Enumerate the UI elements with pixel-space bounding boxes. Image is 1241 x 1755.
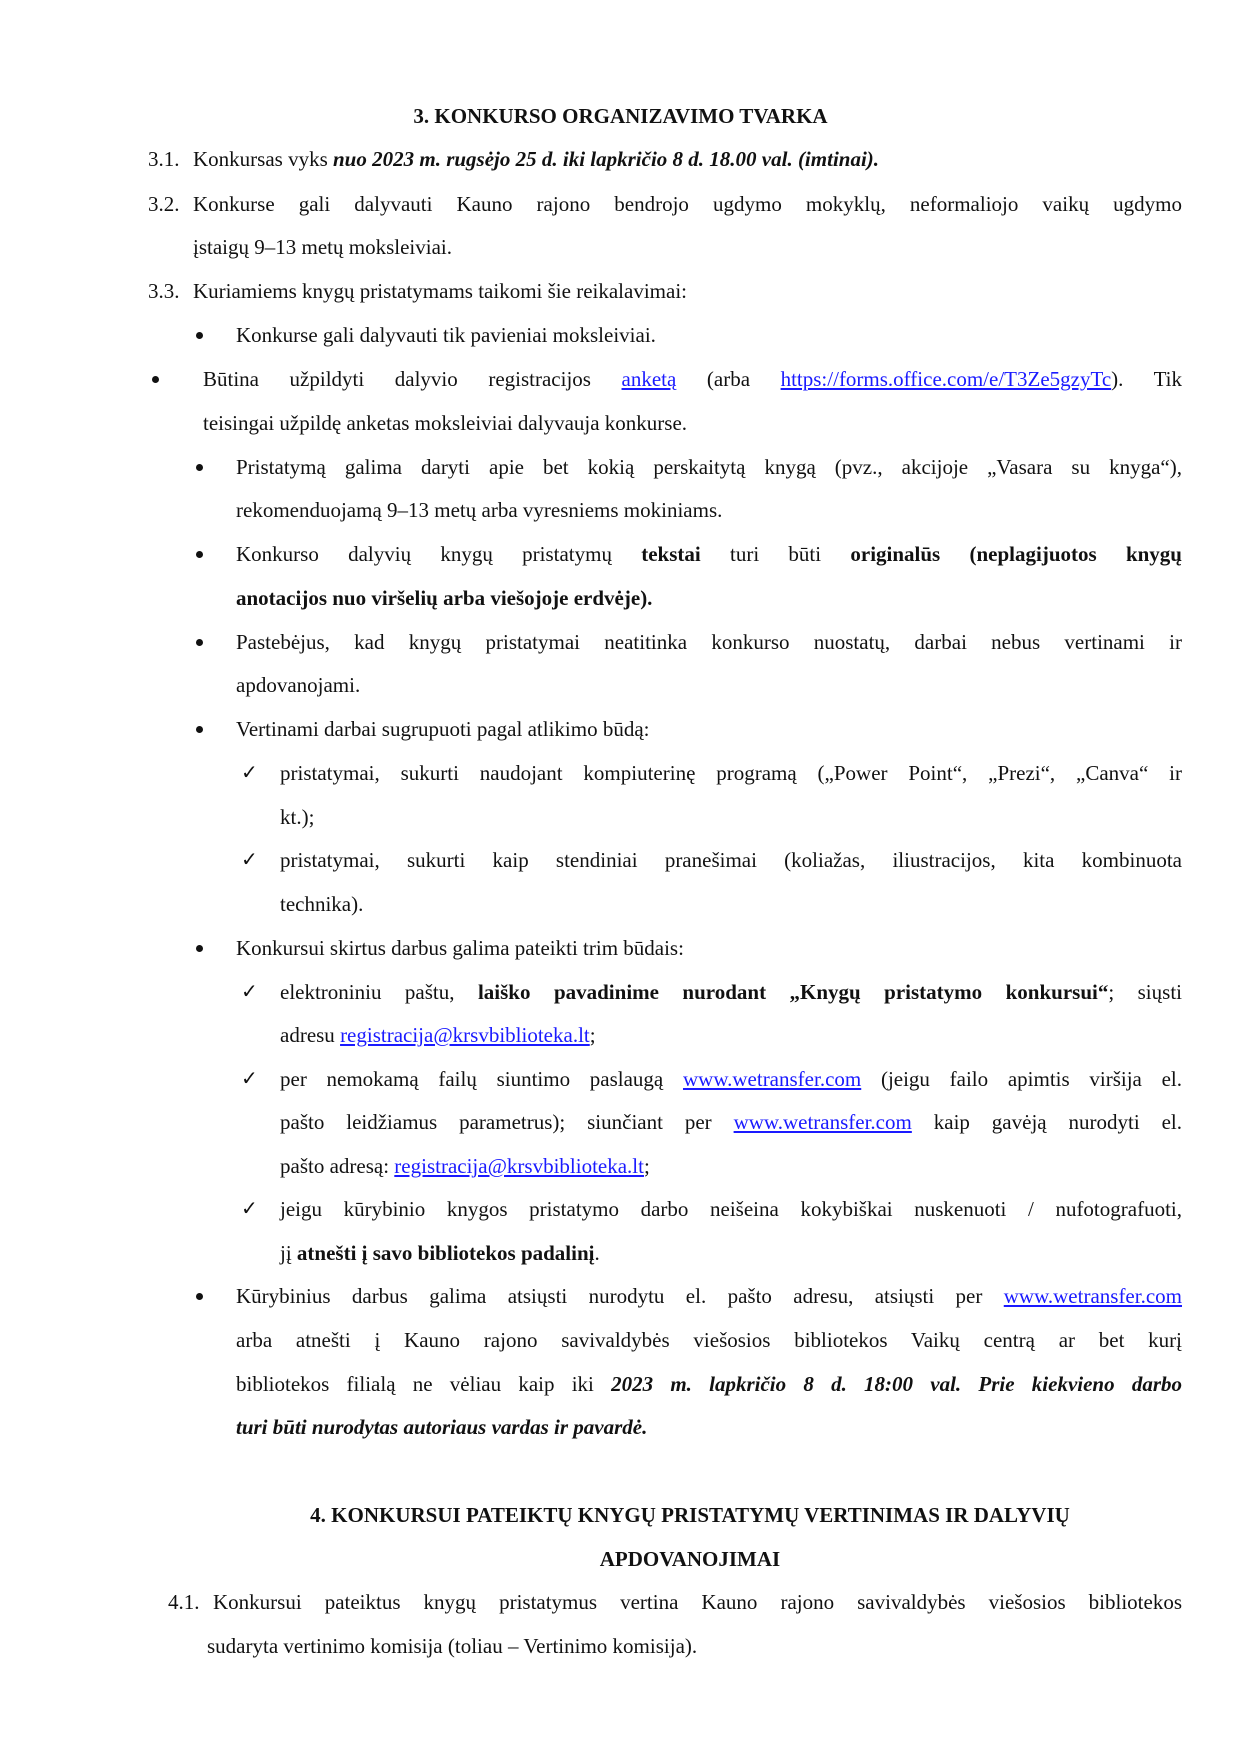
wetransfer-link[interactable]: www.wetransfer.com <box>733 1110 912 1134</box>
bullet-7: Konkursui skirtus darbus galima pateikti trim būdais: <box>236 936 684 960</box>
checkmark-icon: ✓ <box>241 979 258 1003</box>
check-2-line1: pristatymai, sukurti kaip stendiniai pranešimai (koliažas, iliustracijos, kita kombinuota <box>280 848 1182 872</box>
bullet-2-line2: teisingai užpildę anketas moksleiviai dalyvauja konkurse. <box>203 411 688 435</box>
bullet-icon <box>196 639 203 646</box>
bullet-icon <box>152 376 159 383</box>
check-1-line2: kt.); <box>280 805 315 829</box>
bullet-1: Konkurse gali dalyvauti tik pavieniai moksleiviai. <box>236 323 656 347</box>
check-5-line1: jeigu kūrybinio knygos pristatymo darbo neišeina kokybiškai nuskenuoti / nufotografuoti, <box>280 1197 1182 1221</box>
checkmark-icon: ✓ <box>241 760 258 784</box>
check-4-line2: pašto leidžiamus parametrus); siunčiant per www.wetransfer.com kaip gavėją nurodyti el. <box>280 1110 1182 1134</box>
check-1-line1: pristatymai, sukurti naudojant kompiuterinę programą („Power Point“, „Prezi“, „Canva“ ir <box>280 761 1182 785</box>
bullet-icon <box>196 332 203 339</box>
registration-form-link[interactable]: anketą <box>621 367 677 391</box>
section-3-heading: 3. KONKURSO ORGANIZAVIMO TVARKA <box>413 104 828 128</box>
checkmark-icon: ✓ <box>241 1066 258 1090</box>
check-5-line2: jį atnešti į savo bibliotekos padalinį. <box>280 1241 600 1265</box>
section-4-heading-line2: APDOVANOJIMAI <box>599 1547 781 1571</box>
bullet-5-line2: apdovanojami. <box>236 673 361 697</box>
item-4-1-line1: Konkursui pateiktus knygų pristatymus vertina Kauno rajono savivaldybės viešosios bibliotekos <box>213 1590 1182 1614</box>
bullet-icon <box>196 945 203 952</box>
email-link[interactable]: registracija@krsvbiblioteka.lt <box>394 1154 644 1178</box>
checkmark-icon: ✓ <box>241 847 258 871</box>
item-3-1: Konkursas vyks nuo 2023 m. rugsėjo 25 d. iki lapkričio 8 d. 18.00 val. (imtinai). <box>193 147 880 171</box>
bullet-8-line4: turi būti nurodytas autoriaus vardas ir pavardė. <box>236 1415 648 1439</box>
bullet-4-line1: Konkurso dalyvių knygų pristatymų tekstai turi būti originalūs (neplagijuotos knygų <box>236 542 1182 566</box>
bullet-8-line3: bibliotekos filialą ne vėliau kaip iki 2023 m. lapkričio 8 d. 18:00 val. Prie kiekvieno darbo <box>236 1372 1182 1396</box>
bullet-8-line1: Kūrybinius darbus galima atsiųsti nurodytu el. pašto adresu, atsiųsti per www.wetransfer.com <box>236 1284 1182 1308</box>
item-3-3-number: 3.3. <box>148 279 180 303</box>
bullet-icon <box>196 551 203 558</box>
item-4-1-number: 4.1. <box>168 1590 200 1614</box>
item-3-3: Kuriamiems knygų pristatymams taikomi šie reikalavimai: <box>193 279 687 303</box>
check-3-line1: elektroniniu paštu, laiško pavadinime nurodant „Knygų pristatymo konkursui“; siųsti <box>280 980 1182 1004</box>
check-4-line3: pašto adresą: registracija@krsvbiblioteka.lt; <box>280 1154 650 1178</box>
bullet-8-line2: arba atnešti į Kauno rajono savivaldybės viešosios bibliotekos Vaikų centrą ar bet kurį <box>236 1328 1182 1352</box>
item-3-2-line1: Konkurse gali dalyvauti Kauno rajono bendrojo ugdymo mokyklų, neformaliojo vaikų ugdymo <box>193 192 1182 216</box>
bullet-icon <box>196 1293 203 1300</box>
check-4-line1: per nemokamą failų siuntimo paslaugą www.wetransfer.com (jeigu failo apimtis viršija el. <box>280 1067 1182 1091</box>
bullet-5-line1: Pastebėjus, kad knygų pristatymai neatitinka konkurso nuostatų, darbai nebus vertinami ir <box>236 630 1182 654</box>
item-3-2-line2: įstaigų 9–13 metų moksleiviai. <box>193 235 452 259</box>
bullet-2-line1: Būtina užpildyti dalyvio registracijos anketą (arba https://forms.office.com/e/T3Ze5gzyTc). Tik <box>203 367 1182 391</box>
check-2-line2: technika). <box>280 892 364 916</box>
item-3-1-number: 3.1. <box>148 147 180 171</box>
section-4-heading: 4. KONKURSUI PATEIKTŲ KNYGŲ PRISTATYMŲ VERTINIMAS IR DALYVIŲ <box>310 1503 1070 1527</box>
item-3-2-number: 3.2. <box>148 192 180 216</box>
bullet-icon <box>196 464 203 471</box>
wetransfer-link[interactable]: www.wetransfer.com <box>682 1067 862 1091</box>
bullet-6: Vertinami darbai sugrupuoti pagal atlikimo būdą: <box>236 717 650 741</box>
checkmark-icon: ✓ <box>241 1196 258 1220</box>
bullet-3-line1: Pristatymą galima daryti apie bet kokią perskaitytą knygą (pvz., akcijoje „Vasara su knyga“), <box>236 455 1182 479</box>
bullet-3-line2: rekomenduojamą 9–13 metų arba vyresniems mokiniams. <box>236 498 723 522</box>
bullet-4-line2: anotacijos nuo viršelių arba viešojoje erdvėje). <box>236 586 653 610</box>
bullet-icon <box>196 726 203 733</box>
forms-office-link[interactable]: https://forms.office.com/e/T3Ze5gzyTc <box>780 367 1112 391</box>
wetransfer-link[interactable]: www.wetransfer.com <box>1003 1284 1182 1308</box>
item-4-1-line2: sudaryta vertinimo komisija (toliau – Vertinimo komisija). <box>207 1634 698 1658</box>
email-link[interactable]: registracija@krsvbiblioteka.lt <box>340 1023 590 1047</box>
check-3-line2: adresu registracija@krsvbiblioteka.lt; <box>280 1023 596 1047</box>
